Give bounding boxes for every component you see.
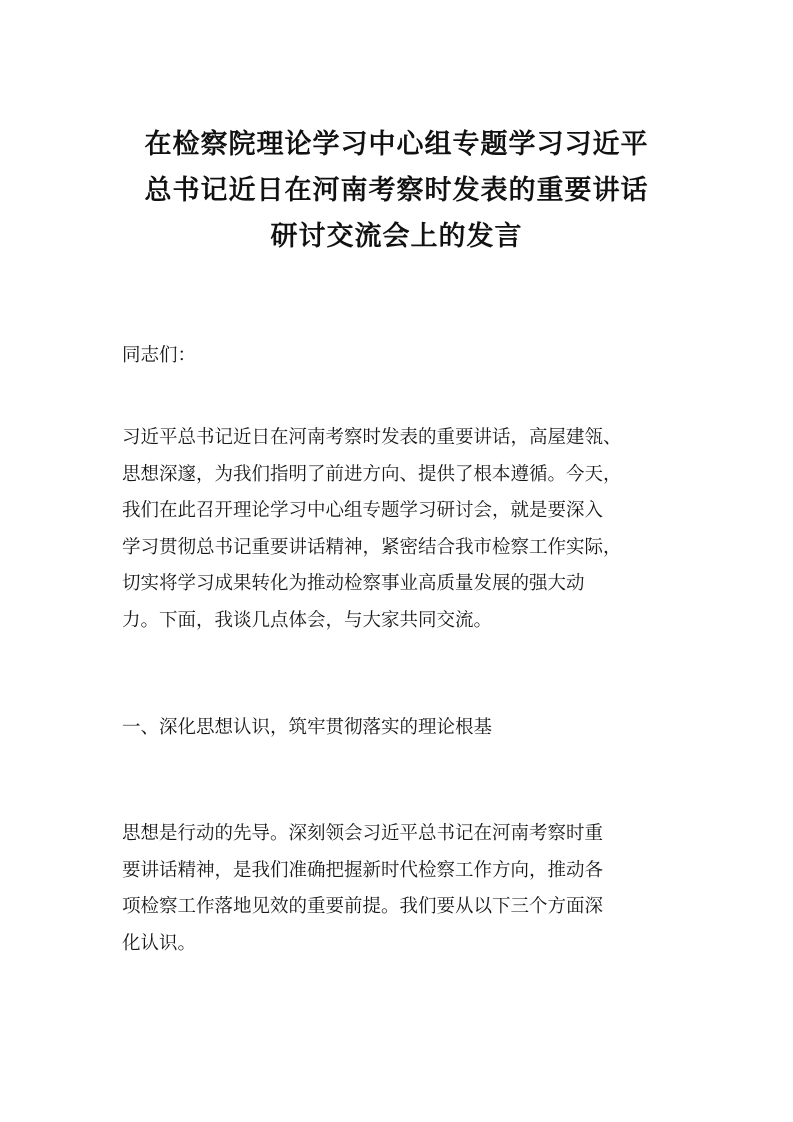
title-line: 总书记近日在河南考察时发表的重要讲话	[144, 175, 649, 206]
paragraph-line: 思想是行动的先导。深刻领会习近平总书记在河南考察时重	[122, 823, 604, 844]
paragraph-line: 项检察工作落地见效的重要前提。我们要从以下三个方面深	[122, 896, 604, 917]
paragraph-line: 化认识。	[122, 932, 197, 954]
title-line: 在检察院理论学习中心组专题学习习近平	[144, 129, 649, 160]
title-line: 研讨交流会上的发言	[270, 221, 523, 252]
document-title	[60, 122, 733, 260]
paragraph-1	[122, 420, 682, 639]
paragraph-line: 思想深邃，为我们指明了前进方向、提供了根本遵循。今天，	[122, 463, 622, 485]
paragraph-line: 学习贯彻总书记重要讲话精神，紧密结合我市检察工作实际，	[122, 536, 622, 558]
salutation	[122, 338, 682, 375]
paragraph-2	[122, 816, 682, 962]
section-heading-1	[122, 710, 682, 747]
paragraph-line: 切实将学习成果转化为推动检察事业高质量发展的强大动	[122, 573, 585, 594]
paragraph-line: 力。下面，我谈几点体会，与大家共同交流。	[122, 609, 493, 631]
section-heading-text: 一、深化思想认识，筑牢贯彻落实的理论根基	[122, 717, 493, 738]
paragraph-line: 习近平总书记近日在河南考察时发表的重要讲话，高屋建瓴、	[122, 427, 622, 448]
paragraph-line: 要讲话精神，是我们准确把握新时代检察工作方向，推动各	[122, 859, 604, 881]
paragraph-line: 我们在此召开理论学习中心组专题学习研讨会，就是要深入	[122, 500, 604, 521]
salutation-text: 同志们：	[122, 345, 197, 366]
